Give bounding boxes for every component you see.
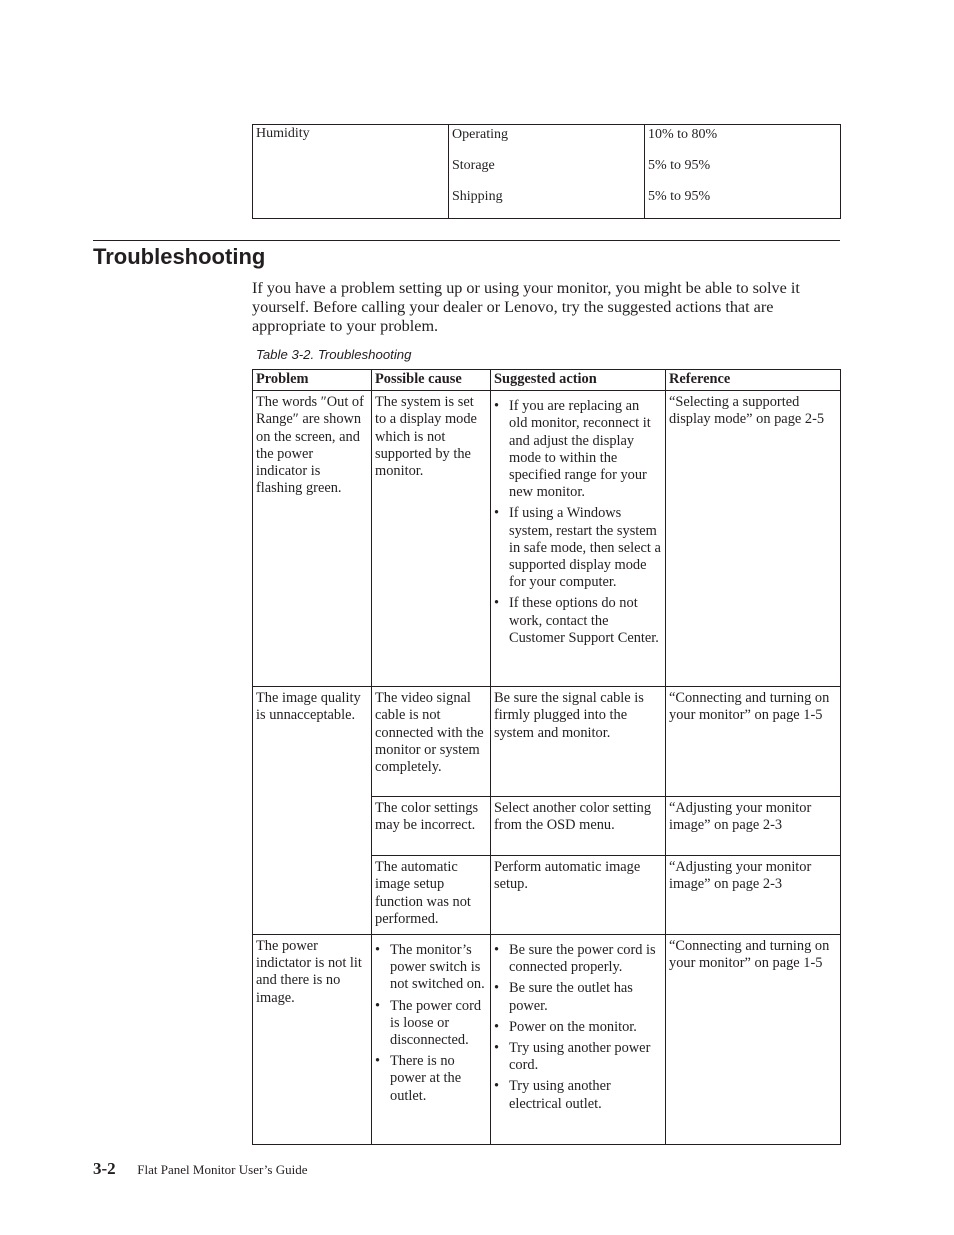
list-item-text: Be sure the outlet has power.: [509, 980, 633, 1014]
column-header-problem: Problem: [253, 370, 372, 391]
range-cell: 10% to 80%: [648, 127, 718, 142]
cause-cell: The system is set to a display mode which is not supported by the monitor.: [372, 391, 491, 687]
table-caption: Table 3-2. Troubleshooting: [256, 347, 412, 362]
bullet-icon: •: [494, 980, 500, 997]
list-item-text: Power on the monitor.: [509, 1018, 637, 1035]
cause-cell: The video signal cable is not connected with the monitor or system completely.: [372, 687, 491, 797]
list-item: [494, 1078, 661, 1112]
list-item: [494, 1019, 661, 1036]
humidity-conditions: [449, 125, 645, 219]
list-item: [494, 595, 661, 647]
list-item-text: The power cord is loose or disconnected.: [390, 997, 482, 1049]
column-header-action: Suggested action: [491, 370, 666, 391]
condition-cell: Storage: [452, 158, 495, 173]
intro-paragraph: If you have a problem setting up or using your monitor, you might be able to solve it yourself. Before calling your dealer or Lenovo, try the suggested actions that are appropriate to your problem.: [252, 279, 800, 335]
table-row: [253, 935, 841, 1145]
cause-cell: The color settings may be incorrect.: [372, 797, 491, 856]
action-cell: [491, 391, 666, 687]
list-item-text: Try using another power cord.: [509, 1040, 651, 1074]
reference-cell: “Adjusting your monitor image” on page 2-3: [666, 797, 841, 856]
action-cell: Select another color setting from the OSD menu.: [491, 797, 666, 856]
table-row: [253, 391, 841, 687]
cause-cell: The automatic image setup function was not performed.: [372, 856, 491, 935]
reference-cell: “Selecting a supported display mode” on page 2-5: [666, 391, 841, 687]
environment-table: [252, 124, 841, 219]
action-list: [494, 398, 661, 647]
column-header-cause: Possible cause: [372, 370, 491, 391]
action-list: [494, 942, 661, 1113]
bullet-icon: •: [494, 1078, 500, 1095]
reference-cell: “Connecting and turning on your monitor” on page 1-5: [666, 935, 841, 1145]
page-footer: [93, 1160, 307, 1179]
bullet-icon: •: [375, 942, 381, 959]
action-cell: Perform automatic image setup.: [491, 856, 666, 935]
condition-cell: Operating: [452, 127, 508, 142]
list-item: [375, 998, 486, 1050]
problem-cell: The image quality is unnacceptable.: [253, 687, 372, 935]
bullet-icon: •: [494, 1040, 500, 1057]
cause-cell: [372, 935, 491, 1145]
list-item: [494, 505, 661, 591]
problem-cell: The words ″Out of Range″ are shown on the screen, and the power indicator is flashing green.: [253, 391, 372, 687]
table-row: [253, 125, 841, 219]
action-cell: Be sure the signal cable is firmly plugged into the system and monitor.: [491, 687, 666, 797]
cause-list: [375, 942, 486, 1105]
list-item: [494, 1040, 661, 1074]
column-header-reference: Reference: [666, 370, 841, 391]
list-item: [494, 980, 661, 1014]
bullet-icon: •: [494, 595, 500, 612]
bullet-icon: •: [494, 505, 500, 522]
reference-cell: “Connecting and turning on your monitor” on page 1-5: [666, 687, 841, 797]
list-item-text: Try using another electrical outlet.: [509, 1078, 611, 1112]
list-item-text: If these options do not work, contact the Customer Support Center.: [509, 595, 659, 646]
list-item: [375, 942, 486, 994]
bullet-icon: •: [494, 398, 500, 415]
humidity-label: Humidity: [253, 125, 449, 219]
condition-cell: Shipping: [452, 189, 503, 204]
list-item-text: If using a Windows system, restart the system in safe mode, then select a supported display mode for your computer.: [509, 505, 661, 591]
list-item-text: If you are replacing an old monitor, reconnect it and adjust the display mode to within the specified range for your new monitor.: [509, 398, 651, 501]
document-title: Flat Panel Monitor User’s Guide: [137, 1162, 308, 1177]
table-row: [253, 687, 841, 797]
list-item-text: There is no power at the outlet.: [390, 1053, 462, 1104]
range-cell: 5% to 95%: [648, 189, 711, 204]
list-item: [375, 1053, 486, 1105]
humidity-ranges: [645, 125, 841, 219]
range-cell: 5% to 95%: [648, 158, 711, 173]
section-title: Troubleshooting: [93, 244, 266, 269]
list-item: [494, 398, 661, 501]
troubleshooting-table: [252, 369, 841, 1145]
list-item-text: The monitor’s power switch is not switched on.: [390, 942, 485, 993]
bullet-icon: •: [494, 942, 500, 959]
table-header-row: [253, 370, 841, 391]
list-item-text: Be sure the power cord is connected properly.: [509, 942, 656, 976]
reference-cell: “Adjusting your monitor image” on page 2-3: [666, 856, 841, 935]
action-cell: [491, 935, 666, 1145]
section-divider: [93, 240, 840, 241]
bullet-icon: •: [375, 997, 381, 1014]
bullet-icon: •: [375, 1053, 381, 1070]
list-item: [494, 942, 661, 976]
bullet-icon: •: [494, 1018, 500, 1035]
page-number: 3-2: [93, 1159, 116, 1178]
problem-cell: The power indictator is not lit and there is no image.: [253, 935, 372, 1145]
